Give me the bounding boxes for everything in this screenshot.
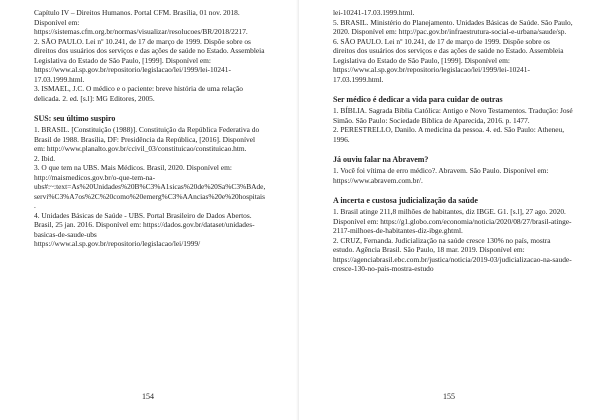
section-heading: SUS: seu último suspiro xyxy=(34,114,116,123)
left-page-text xyxy=(34,8,266,249)
reference-entry: 4. Unidades Básicas de Saúde - UBS. Portal Brasileiro de Dados Abertos. Brasil, 25 jan. 2016. Disponível em: https://dados.gov.br/dataset/unidades-basicas-de-saude-ubs xyxy=(34,210,255,239)
reference-entry: 1. Você foi vítima de erro médico?. Abravem. São Paulo. Disponível em: https://www.abravem.com.br/. xyxy=(333,166,549,185)
reference-entry: 1. Brasil atinge 211,8 milhões de habitantes, diz IBGE. G1. [s.l], 27 ago. 2020. Disponível em: https://g1.globo.com/economia/noticia/2020/08/27/brasil-atinge-2117-milhoes-de-habitantes-diz-ibge.ghtml. xyxy=(333,207,572,235)
page-number: 154 xyxy=(142,392,154,401)
reference-entry: 2. PERESTRELLO, Danilo. A medicina da pessoa. 4. ed. São Paulo: Atheneu, 1996. xyxy=(333,125,565,144)
section-heading: Já ouviu falar na Abravem? xyxy=(333,155,429,164)
right-page-text xyxy=(333,8,573,274)
section-heading: A incerta e custosa judicialização da saúde xyxy=(333,196,478,205)
section-heading: Ser médico é dedicar a vida para cuidar de outras xyxy=(333,95,503,104)
reference-entry: 3. ISMAEL, J.C. O médico e o paciente: breve história de uma relação delicada. 2. ed. [s.l]: MG Editores, 2005. xyxy=(34,84,243,103)
right-page xyxy=(299,0,598,420)
page-number: 155 xyxy=(443,392,455,401)
reference-entry: 6. SÃO PAULO. Lei nº 10.241, de 17 de março de 1999. Dispõe sobre os direitos dos usuários dos serviços e das ações de saúde no Estado. Assembleia Legislativa do Estado de São Paulo, [1999]. Disponível em: https://www.al.sp.gov.br/repositorio/legislacao/lei/1999/lei-10241-17.03.1999.html. xyxy=(333,36,564,84)
reference-entry: 1. BRASIL. [Constituição (1988)]. Constituição da República Federativa do Brasil de 1988. Brasília, DF: Presidência da República, [2016]. Disponível em: http://www.planalto.gov.br/ccivil_03/constituicao/constituicao.htm. xyxy=(34,125,260,153)
reference-entry: 2. SÃO PAULO. Lei nº 10.241, de 17 de março de 1999. Dispõe sobre os direitos dos usuários dos serviços e das ações de saúde no Estado. Assembleia Legislativa do Estado de São Paulo, [1999]. Disponível em: https://www.al.sp.gov.br/repositorio/legislacao/lei/1999/lei-10241-17.03.1999.html. xyxy=(34,36,265,84)
reference-entry: 1. BÍBLIA. Sagrada Bíblia Católica: Antigo e Novo Testamentos. Tradução: José Simão. São Paulo: Sociedade Bíblica de Aparecida, 2016. p. 1477. xyxy=(333,106,573,125)
reference-entry: Capítulo IV – Direitos Humanos. Portal CFM. Brasília, 01 nov. 2018. Disponível em: https://sistemas.cfm.org.br/normas/visualizar/resolucoes/BR/2018/2217. xyxy=(34,8,248,36)
reference-entry: 3. O que tem na UBS. Mais Médicos. Brasil, 2020. Disponível em: http://maismedicos.gov.br/o-que-tem-na-ubs#:~:text=As%20Unidades%20B%C3%A1sicas%20de%20Sa%C3%BAde,servi%C3%A7os%2C%20como%20emerg%C3%AAncias%20e%20hospitais. xyxy=(34,163,266,210)
reference-entry: lei-10241-17.03.1999.html. xyxy=(333,8,415,17)
reference-entry: 2. Ibid. xyxy=(34,153,56,163)
reference-entry: 2. CRUZ, Fernanda. Judicialização na saúde cresce 130% no país, mostra estudo. Agência Brasil. São Paulo, 18 mar. 2019. Disponível em: https://agenciabrasil.ebc.com.br/justica/noticia/2019-03/judicializacao-na-saude-cresce-130-no-pais-mostra-estudo xyxy=(333,235,572,273)
reference-entry: https://www.al.sp.gov.br/repositorio/legislacao/lei/1999/ xyxy=(34,239,201,248)
reference-entry: 5. BRASIL. Ministério do Planejamento. Unidades Básicas de Saúde. São Paulo, 2020. Disponível em: http://pac.gov.br/infraestrutura-social-e-urbana/saude/sp. xyxy=(333,17,573,36)
